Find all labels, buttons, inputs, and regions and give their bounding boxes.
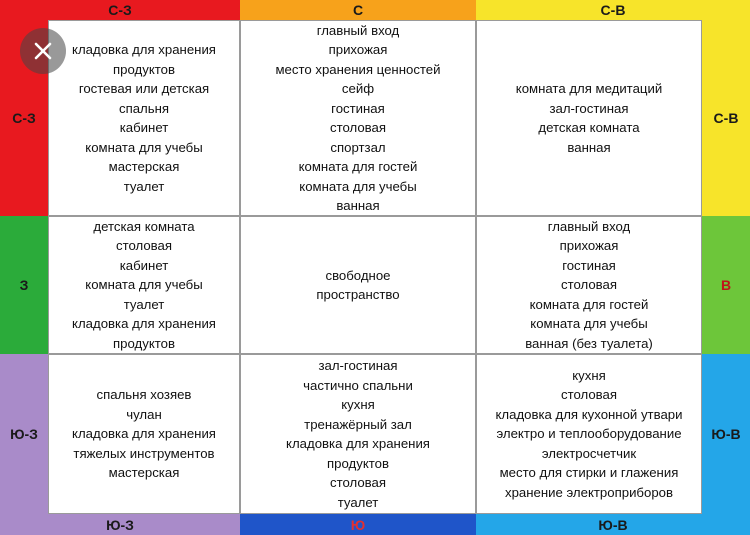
band-right-south-east [702,354,750,514]
list-item: столовая [115,238,173,254]
room-list [496,366,683,503]
list-item: гостиная [331,100,385,116]
list-item: кладовка для кухонной утвари [495,406,683,422]
room-list [286,356,430,512]
list-item: спальня [118,100,170,116]
list-item: главный вход [547,218,631,234]
room-list [72,40,216,196]
list-item: детская комната [538,120,640,135]
list-item: туалет [123,296,165,312]
list-item: кухня [341,397,375,412]
list-item: туалет [337,494,379,510]
list-item: комната для учебы [530,316,648,332]
list-item: прихожая [559,238,619,254]
list-item: электро и теплооборудование [496,426,682,442]
band-right-east [702,216,750,354]
direction-label: Ю-З [10,426,38,442]
list-item: комната для гостей [529,296,649,312]
list-item: ванная [336,198,380,213]
close-button[interactable] [20,28,66,74]
direction-label: Ю [350,516,366,533]
list-item: комната для учебы [85,139,203,155]
direction-label: Ю-В [598,516,628,533]
cell-west [48,216,240,354]
list-item: прихожая [328,42,388,57]
list-item: гостевая или детская [78,81,210,96]
room-list [72,385,216,483]
cell-east [476,216,702,354]
direction-label: З [19,277,29,293]
list-item: кладовка для хранения [72,426,216,442]
list-item: пространство [316,287,400,302]
list-item: комната для учебы [85,277,203,293]
list-item: столовая [560,387,618,403]
direction-label: С-В [713,110,739,126]
list-item: место хранения ценностей [275,61,441,77]
direction-label: С-З [108,2,132,18]
list-item: чулан [126,406,162,422]
direction-label: В [720,277,732,293]
cell-south-west [48,354,240,514]
list-item: детская комната [93,218,195,234]
room-list [316,266,399,305]
band-bottom-south-east [476,514,750,535]
list-item: спортзал [330,139,386,155]
band-right-north-east [702,20,750,216]
room-list [525,217,653,354]
list-item: комната для медитаций [515,81,663,96]
list-item: тренажёрный зал [304,416,412,432]
list-item: туалет [123,178,165,194]
room-list [72,217,216,354]
list-item: свободное [325,267,391,283]
room-list [516,79,662,157]
list-item: главный вход [316,22,400,38]
cell-north-east [476,20,702,216]
cell-north-west [48,20,240,216]
direction-label: С-В [600,2,626,18]
list-item: комната для гостей [298,159,418,174]
list-item: электросчетчик [541,445,637,461]
list-item: зал-гостиная [318,358,398,373]
cell-south-east [476,354,702,514]
list-item: зал-гостиная [549,100,629,116]
list-item: столовая [560,277,618,293]
close-icon [20,28,66,74]
list-item: спальня хозяев [96,387,192,403]
list-item: продуктов [113,335,175,351]
list-item: продуктов [327,455,389,471]
list-item: хранение электроприборов [504,484,673,500]
list-item: мастерская [108,465,180,481]
list-item: кабинет [119,120,169,135]
cell-north [240,20,476,216]
list-item: кабинет [119,257,169,273]
list-item: место для стирки и глажения [499,465,679,481]
band-top-north [240,0,476,20]
list-item: продуктов [113,61,175,77]
list-item: частично спальни [303,377,413,393]
direction-label: Ю-В [711,426,741,442]
direction-label: С [352,2,364,18]
list-item: кладовка для хранения [72,316,216,332]
list-item: гостиная [562,257,616,273]
list-item: ванная [567,139,611,155]
list-item: мастерская [108,159,180,174]
band-bottom-south [240,514,476,535]
band-top-north-east [476,0,750,20]
list-item: столовая [329,120,387,135]
cell-center [240,216,476,354]
band-left-south-west [0,354,48,514]
band-top-north-west [0,0,240,20]
cell-south [240,354,476,514]
list-item: ванная (без туалета) [525,335,653,351]
direction-label: Ю-З [106,516,134,533]
list-item: тяжелых инструментов [73,445,215,461]
list-item: столовая [329,475,387,490]
band-bottom-south-west [0,514,240,535]
list-item: кухня [572,367,606,383]
list-item: комната для учебы [299,178,417,194]
list-item: сейф [341,81,375,96]
band-left-west [0,216,48,354]
list-item: кладовка для хранения [286,436,430,451]
list-item: кладовка для хранения [72,42,216,57]
room-list [275,21,440,216]
direction-label: С-З [12,110,36,126]
